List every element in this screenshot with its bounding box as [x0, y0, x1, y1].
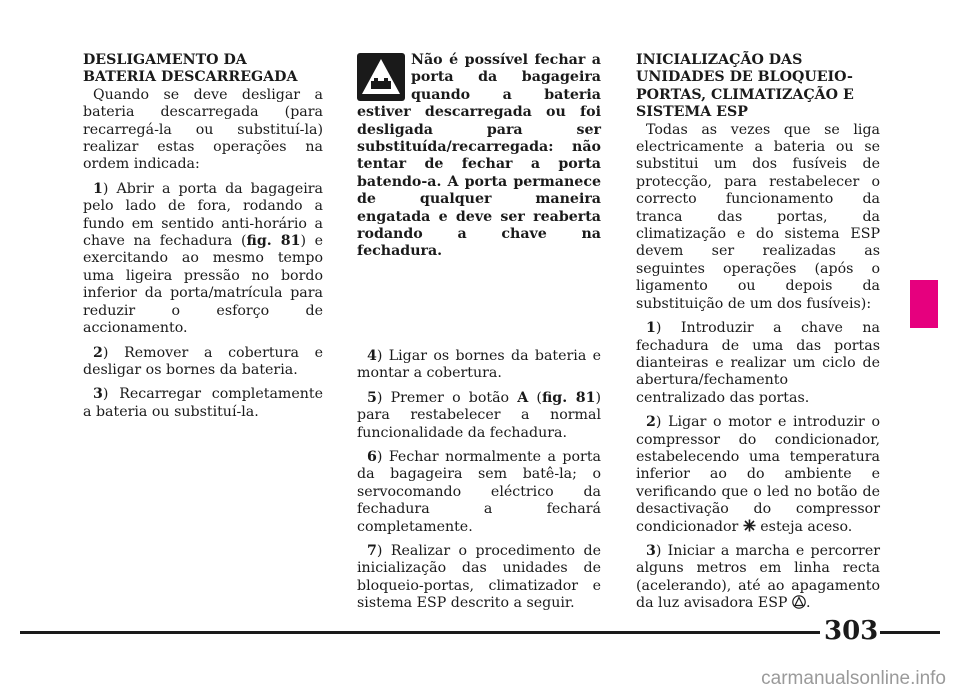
step-6: 6) Fechar normalmente a porta da bagageira sem batê-la; o servocomando eléctrico da fechadura a fechará completamente. — [357, 448, 601, 535]
page-number: 303 — [824, 616, 879, 646]
warning-box — [357, 52, 601, 261]
warning-triangle-battery-icon — [357, 53, 405, 101]
intro-paragraph: Todas as vezes que se liga electricamente a bateria ou se substitui um dos fusíveis de protecção, para restabelecer o correcto funcionamento da tranca das portas, da climatização e do sistema ESP devem ser realizadas as seguintes operações (após o ligamento ou depois da substituição de um dos fusíveis): — [636, 121, 880, 312]
step-3: 3) Iniciar a marcha e percorrer alguns metros em linha recta (acelerando), até ao apagamento da luz avisadora ESP . — [636, 542, 880, 612]
watermark: carmanualsonline.info — [761, 668, 946, 689]
right-column — [636, 52, 880, 613]
step-3: 3) Recarregar completamente a bateria ou substituí-la. — [83, 386, 323, 420]
step-2: 2) Remover a cobertura e desligar os bornes da bateria. — [83, 344, 323, 378]
footer-rule-right — [880, 631, 940, 634]
middle-column — [357, 52, 601, 613]
section-heading: DESLIGAMENTO DA BATERIA DESCARREGADA — [83, 52, 298, 86]
warning-text: Não é possível fechar a porta da bagageira quando a bateria estiver descarregada ou foi desligada para ser substituída/recarregada: não tentar de fechar a porta batendo-a. A porta permanece de qualquer maneira engatada e deve ser reaberta rodando a chave na fechadura. — [357, 52, 601, 260]
intro-paragraph: Quando se deve desligar a bateria descarregada (para recarregá-la ou substituí-la) realizar estas operações na ordem indicada: — [83, 86, 323, 173]
section-tab — [910, 280, 938, 328]
step-1: 1) Introduzir a chave na fechadura de uma das portas dianteiras e realizar um ciclo de abertura/fechamento centralizado das portas. — [636, 320, 880, 406]
snowflake-icon — [743, 519, 756, 532]
step-7: 7) Realizar o procedimento de inicialização das unidades de bloqueio-portas, climatizador e sistema ESP descrito a seguir. — [357, 542, 601, 612]
esp-warning-icon — [792, 595, 806, 609]
step-4: 4) Ligar os bornes da bateria e montar a cobertura. — [357, 347, 601, 382]
step-5: 5) Premer o botão A (fig. 81) para restabelecer a normal funcionalidade da fechadura. — [357, 389, 602, 441]
section-heading: INICIALIZAÇÃO DAS UNIDADES DE BLOQUEIO- PORTAS, CLIMATIZAÇÃO E SISTEMA ESP — [636, 52, 854, 121]
footer-rule-left — [20, 631, 820, 634]
step-1: 1) Abrir a porta da bagageira pelo lado de fora, rodando a fundo em sentido anti-horário a chave na fechadura (fig. 81) e exercitando ao mesmo tempo uma ligeira pressão no bordo inferior da porta/matrícula para reduzir o esforço de accionamento. — [83, 180, 323, 337]
left-column — [83, 52, 323, 421]
step-2: 2) Ligar o motor e introduzir o compressor do condicionador, estabelecendo uma temperatura inferior ao do ambiente e verificando que o led no botão de desactivação do compressor condicionador esteja aceso. — [636, 414, 880, 535]
